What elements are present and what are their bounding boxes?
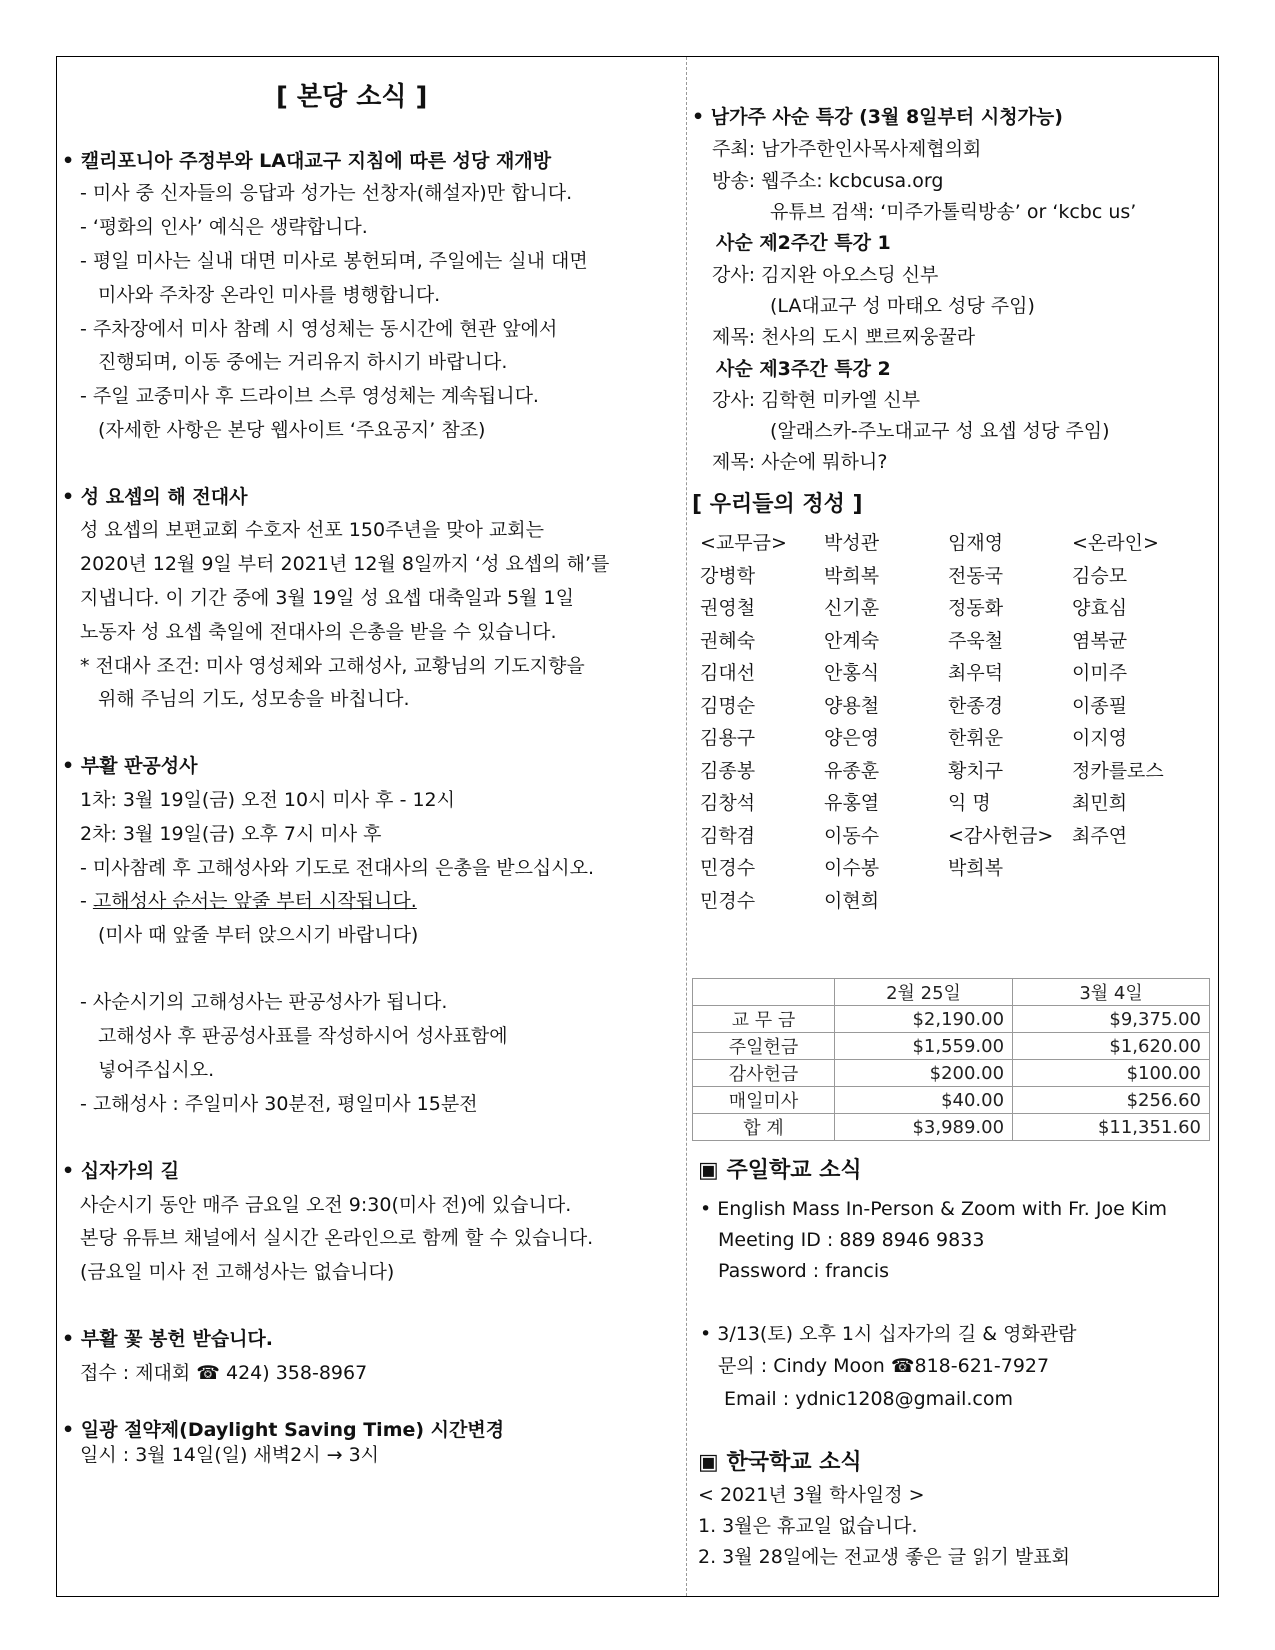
donor-name: 양은영 — [824, 727, 880, 749]
text-line: - 미사 중 신자들의 응답과 성가는 선창자(해설자)만 합니다. — [80, 182, 573, 204]
text-line: 1차: 3월 19일(금) 오전 10시 미사 후 - 12시 — [80, 789, 456, 811]
heading-stations-of-cross: • 십자가의 길 — [62, 1160, 180, 1182]
donor-name: 박성관 — [824, 532, 880, 554]
text-line: (미사 때 앞줄 부터 앉으시기 바랍니다) — [98, 924, 419, 946]
text-line: 접수 : 제대회 ☎ 424) 358-8967 — [80, 1362, 368, 1384]
table-row — [693, 1087, 1210, 1114]
text-line: 성 요셉의 보편교회 수호자 선포 150주년을 맞아 교회는 — [80, 519, 544, 541]
donor-name: 정카를로스 — [1072, 759, 1164, 782]
text-line: - 주차장에서 미사 참례 시 영성체는 동시간에 현관 앞에서 — [80, 318, 558, 340]
heading-daylight-saving: • 일광 절약제(Daylight Saving Time) 시간변경 — [62, 1419, 505, 1441]
text-line: - 고해성사 : 주일미사 30분전, 평일미사 15분전 — [80, 1093, 478, 1115]
table-row — [693, 1114, 1210, 1141]
heading-st-joseph-year: • 성 요셉의 해 전대사 — [62, 486, 248, 508]
donor-name: 주욱철 — [948, 629, 1004, 652]
table-cell: $1,559.00 — [834, 1033, 1012, 1060]
text-line: (LA대교구 성 마태오 성당 주임) — [770, 295, 1035, 317]
donor-name: 민경수 — [700, 857, 756, 879]
donor-name: 김대선 — [700, 662, 756, 684]
donor-name: 박희복 — [948, 857, 1004, 879]
donor-name: 신기훈 — [824, 597, 880, 619]
subheading-week3: 사순 제3주간 특강 2 — [716, 358, 891, 380]
donor-name: 최우덕 — [948, 662, 1004, 684]
text-line: 강사: 김지완 아오스딩 신부 — [712, 264, 939, 286]
donor-name: 안계숙 — [824, 629, 880, 652]
donor-name: 권영철 — [700, 597, 756, 619]
text-line: - 사순시기의 고해성사는 판공성사가 됩니다. — [80, 991, 448, 1013]
table-cell: $256.60 — [1013, 1087, 1210, 1114]
donor-name: 양효심 — [1072, 597, 1128, 619]
donor-name: 황치구 — [948, 759, 1004, 782]
table-cell: $2,190.00 — [834, 1006, 1012, 1033]
donor-name: 박희복 — [824, 564, 880, 587]
text-line: - 주일 교중미사 후 드라이브 스루 영성체는 계속됩니다. — [80, 385, 539, 407]
donor-name: 김용구 — [700, 727, 756, 749]
text-line: 노동자 성 요셉 축일에 전대사의 은총을 받을 수 있습니다. — [80, 621, 557, 643]
column-divider — [686, 57, 687, 1596]
text-line: 2. 3월 28일에는 전교생 좋은 글 읽기 발표회 — [698, 1546, 1070, 1568]
donor-name: 김명순 — [700, 694, 756, 717]
donor-name: <감사헌금> — [948, 824, 1054, 847]
text-line: * 전대사 조건: 미사 영성체와 고해성사, 교황님의 기도지향을 — [80, 655, 585, 677]
donor-name: 이현희 — [824, 889, 880, 912]
donor-name: 전동국 — [948, 564, 1004, 587]
offering-table — [692, 978, 1210, 1141]
text-line: 제목: 천사의 도시 뽀르찌웅꿀라 — [712, 326, 976, 348]
donor-name: 이지영 — [1072, 727, 1128, 749]
donor-name: <온라인> — [1072, 532, 1159, 554]
row-label: 매일미사 — [693, 1087, 835, 1114]
table-row — [693, 1060, 1210, 1087]
text-line: 진행되며, 이동 중에는 거리유지 하시기 바랍니다. — [98, 351, 508, 373]
text-line: 위해 주님의 기도, 성모송을 바칩니다. — [98, 688, 410, 710]
table-cell: $100.00 — [1013, 1060, 1210, 1087]
donor-name: 익 명 — [948, 792, 991, 814]
column-header: 2월 25일 — [834, 979, 1012, 1006]
donor-name: 이미주 — [1072, 662, 1128, 684]
heading-lenten-lecture: • 남가주 사순 특강 (3월 8일부터 시청가능) — [692, 106, 1063, 128]
donor-name: 민경수 — [700, 889, 756, 912]
text-line: 고해성사 후 판공성사표를 작성하시어 성사표함에 — [98, 1025, 508, 1047]
text-line: 문의 : Cindy Moon ☎818-621-7927 — [718, 1355, 1050, 1377]
row-label: 주일헌금 — [693, 1033, 835, 1060]
row-label: 합 계 — [693, 1114, 835, 1141]
donor-name: 권혜숙 — [700, 629, 756, 652]
text-line: - 평일 미사는 실내 대면 미사로 봉헌되며, 주일에는 실내 대면 — [80, 250, 588, 272]
text-line: 넣어주십시오. — [98, 1059, 215, 1081]
table-cell: $3,989.00 — [834, 1114, 1012, 1141]
text-line: 유튜브 검색: ‘미주가톨릭방송’ or ‘kcbc us’ — [770, 201, 1137, 223]
text-line: - ‘평화의 인사’ 예식은 생략합니다. — [80, 216, 368, 238]
donor-name: 이동수 — [824, 824, 880, 847]
donor-name: 최주연 — [1072, 824, 1128, 847]
text-line: 2020년 12월 9일 부터 2021년 12월 8일까지 ‘성 요셉의 해’를 — [80, 553, 610, 575]
donor-name: 김승모 — [1072, 564, 1128, 587]
section-title-sunday-school: ▣ 주일학교 소식 — [698, 1158, 862, 1183]
donor-name: 최민희 — [1072, 792, 1128, 814]
donor-name: 염복균 — [1072, 629, 1128, 652]
section-title-donations: [ 우리들의 정성 ] — [692, 492, 863, 517]
text-line: - 미사참례 후 고해성사와 기도로 전대사의 은총을 받으십시오. — [80, 857, 595, 879]
donor-name: 정동화 — [948, 597, 1004, 619]
text-line: 본당 유튜브 채널에서 실시간 온라인으로 함께 할 수 있습니다. — [80, 1227, 594, 1249]
heading-easter-confession: • 부활 판공성사 — [62, 755, 198, 777]
table-row — [693, 1033, 1210, 1060]
donor-name: 김종봉 — [700, 759, 756, 782]
donor-name: 유종훈 — [824, 759, 880, 782]
subheading-week2: 사순 제2주간 특강 1 — [716, 232, 891, 254]
text-line: 1. 3월은 휴교일 없습니다. — [698, 1515, 918, 1537]
donor-name: 한휘운 — [948, 727, 1004, 749]
donor-name: 김학겸 — [700, 824, 756, 847]
text-line: • English Mass In-Person & Zoom with Fr. Joe Kim — [700, 1198, 1168, 1220]
text-line: 방송: 웹주소: kcbcusa.org — [712, 170, 944, 192]
text-line: • 3/13(토) 오후 1시 십자가의 길 & 영화관람 — [700, 1323, 1077, 1345]
text-line: - 고해성사 순서는 앞줄 부터 시작됩니다. — [80, 890, 417, 912]
donor-name: 이종필 — [1072, 694, 1128, 717]
table-cell: $200.00 — [834, 1060, 1012, 1087]
donor-name: 안홍식 — [824, 662, 880, 684]
table-cell: $11,351.60 — [1013, 1114, 1210, 1141]
text-line: 제목: 사순에 뭐하니? — [712, 451, 888, 473]
text-line: (알래스카-주노대교구 성 요셉 성당 주임) — [770, 420, 1110, 442]
text-line: Meeting ID : 889 8946 9833 — [718, 1229, 985, 1251]
link-email[interactable]: Email : ydnic1208@gmail.com — [724, 1388, 1014, 1410]
text-line: 미사와 주차장 온라인 미사를 병행합니다. — [98, 284, 441, 306]
text-line: 주최: 남가주한인사목사제협의회 — [712, 138, 982, 160]
section-title-korean-school: ▣ 한국학교 소식 — [698, 1450, 862, 1475]
table-cell: $40.00 — [834, 1087, 1012, 1114]
text-line: 2차: 3월 19일(금) 오후 7시 미사 후 — [80, 823, 382, 845]
heading-easter-flowers: • 부활 꽃 봉헌 받습니다. — [62, 1328, 274, 1350]
donor-name: 임재영 — [948, 532, 1004, 554]
column-header — [693, 979, 835, 1006]
table-header-row — [693, 979, 1210, 1006]
text-line: 일시 : 3월 14일(일) 새벽2시 → 3시 — [80, 1444, 380, 1466]
text-line: (금요일 미사 전 고해성사는 없습니다) — [80, 1261, 395, 1283]
table-cell: $9,375.00 — [1013, 1006, 1210, 1033]
text-line: Password : francis — [718, 1260, 890, 1282]
heading-church-reopening: • 캘리포니아 주정부와 LA대교구 지침에 따른 성당 재개방 — [62, 150, 552, 172]
donor-name: 양용철 — [824, 694, 880, 717]
donor-name: 유홍열 — [824, 792, 880, 814]
row-label: 교 무 금 — [693, 1006, 835, 1033]
text-line: (자세한 사항은 본당 웹사이트 ‘주요공지’ 참조) — [98, 419, 486, 441]
underlined-text: 고해성사 순서는 앞줄 부터 시작됩니다. — [92, 890, 417, 912]
donor-name: 강병학 — [700, 564, 756, 587]
row-label: 감사헌금 — [693, 1060, 835, 1087]
section-title-parish-news: [ 본당 소식 ] — [276, 82, 428, 112]
text-line: 지냅니다. 이 기간 중에 3월 19일 성 요셉 대축일과 5월 1일 — [80, 587, 574, 609]
column-header: 3월 4일 — [1013, 979, 1210, 1006]
donor-name: <교무금> — [700, 532, 787, 554]
donor-name: 이수봉 — [824, 857, 880, 879]
text-line: 강사: 김학현 미카엘 신부 — [712, 389, 921, 411]
table-row — [693, 1006, 1210, 1033]
text-line: < 2021년 3월 학사일정 > — [698, 1484, 925, 1506]
table-cell: $1,620.00 — [1013, 1033, 1210, 1060]
donor-name: 한종경 — [948, 694, 1004, 717]
text-line: 사순시기 동안 매주 금요일 오전 9:30(미사 전)에 있습니다. — [80, 1194, 572, 1216]
donor-name: 김창석 — [700, 792, 756, 814]
